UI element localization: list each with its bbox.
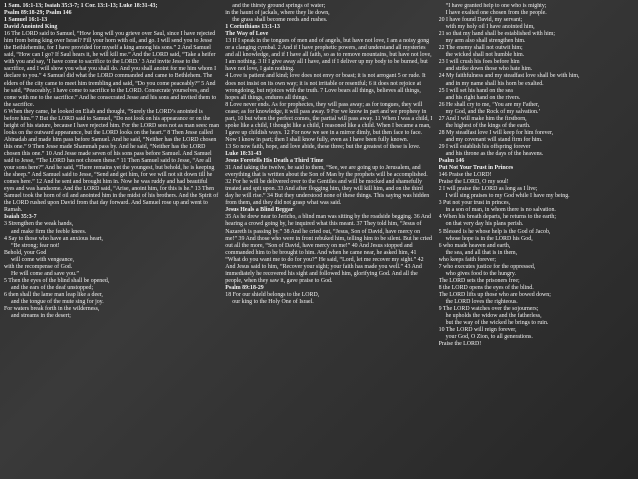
text-line: 16 The LORD said to Samuel, “How long will you grieve over Saul, since I have rejected him from being king over Israel? Fill your horn with oil, and go. I will send you to Jesse the Bethlehemite, for I have provided for myself a king among his sons.” 2 And Samuel said, “How can I go? If Saul hears it, he will kill me.” And the LORD said, “Take a heifer with you and say, ‘I have come to sacrifice to the LORD.’ 3 And invite Jesse to the sacrifice, and I will show you what you shall do. And you shall anoint for me him whom I declare to you.” 4 Samuel did what the LORD commanded and came to Bethlehem. The elders of the city came to meet him trembling and said, “Do you come peaceably?” 5 And he said, “Peaceably; I have come to sacrifice to the LORD. Consecrate yourselves, and come with me to the sacrifice.” And he consecrated Jesse and his sons and invited them to the sacrifice. bbox=[4, 31, 217, 108]
section-heading: Psalm 89:18-29; Psalm 146 bbox=[4, 10, 72, 17]
section-heading: Put Not Your Trust in Princes bbox=[438, 165, 514, 172]
text-line: the LORD loves the righteous. bbox=[445, 298, 518, 305]
text-line: and his right hand on the rivers. bbox=[445, 94, 521, 101]
text-line: 21 so that my hand shall be established with him; bbox=[438, 31, 555, 38]
text-line: 4 Say to those who have an anxious heart, bbox=[4, 235, 103, 242]
text-line: 13 If I speak in the tongues of men and of angels, but have not love, I am a noisy gong or a clanging cymbal. 2 And if I have prophetic powers, and understand all mysteries and all knowledge, and if I have all faith, so as to remove mountains, but have not love, I am nothing. 3 If I give away all I have, and if I deliver up my body to be burned, but have not love, I gain nothing. bbox=[225, 38, 432, 73]
text-line: 35 As he drew near to Jericho, a blind man was sitting by the roadside begging. 36 And hearing a crowd going by, he inquired what this meant. 37 They told him, “Jesus of Nazareth is passing by.” 38 And he cried out, “Jesus, Son of David, have mercy on me!” 39 And those who were in front rebuked him, telling him to be silent. But he cried out all the more, “Son of David, have mercy on me!” 40 And Jesus stopped and commanded him to be brought to him. And when he came near, he asked him, 41 “What do you want me to do for you?” He said, “Lord, let me recover my sight.” 42 And Jesus said to him, “Recover your sight; your faith has made you well.” 43 And immediately he recovered his sight and followed him, glorifying God. And all the people, when they saw it, gave praise to God. bbox=[225, 214, 432, 284]
text-line: The LORD lifts up those who are bowed down; bbox=[438, 291, 551, 298]
text-line: 25 I will set his hand on the sea bbox=[438, 87, 513, 94]
text-line: and streams in the desert; bbox=[11, 313, 71, 320]
column-middle bbox=[225, 3, 432, 479]
section-heading: Luke 18:31-43 bbox=[225, 150, 262, 157]
text-line: the wicked shall not humble him. bbox=[445, 52, 525, 59]
section-heading: 1 Sam. 16:1-13; Isaiah 35:3-7; 1 Cor. 13:1-13; Luke 18:31-43; bbox=[4, 3, 158, 9]
text-line: 9 The LORD watches over the sojourners; bbox=[438, 306, 539, 313]
text-line: with my holy oil I have anointed him, bbox=[445, 24, 535, 31]
text-line: 4 When his breath departs, he returns to the earth; bbox=[438, 214, 556, 221]
text-line: 6 then shall the lame man leap like a deer, bbox=[4, 291, 103, 298]
text-line: 7 who executes justice for the oppressed, bbox=[438, 263, 536, 270]
text-line: I have exalted one chosen from the people. bbox=[445, 10, 547, 17]
text-line: 3 Strengthen the weak hands, bbox=[4, 221, 74, 228]
column-right bbox=[439, 3, 634, 479]
text-line: and the tongue of the mute sing for joy. bbox=[11, 298, 104, 305]
text-line: and strike down those who hate him. bbox=[445, 66, 533, 73]
text-line: and the thirsty ground springs of water; bbox=[232, 3, 326, 9]
text-line: Praise the LORD! bbox=[438, 341, 482, 348]
section-heading: 1 Corinthians 13:1-13 bbox=[225, 24, 280, 31]
text-line: 2 I will praise the LORD as long as I live; bbox=[438, 186, 538, 193]
text-line: 10 The LORD will reign forever, bbox=[438, 327, 517, 334]
text-line: 28 My steadfast love I will keep for him forever, bbox=[438, 129, 554, 136]
text-line: 5 Then the eyes of the blind shall be opened, bbox=[4, 277, 110, 284]
text-line: the sea, and all that is in them, bbox=[445, 249, 518, 256]
text-line: 23 I will crush his foes before him bbox=[438, 59, 520, 66]
text-line: 8 the LORD opens the eyes of the blind. bbox=[438, 284, 534, 291]
section-heading: 1 Samuel 16:1-13 bbox=[4, 17, 48, 24]
section-heading: The Way of Love bbox=[225, 31, 269, 38]
text-line: in a son of man, in whom there is no salvation. bbox=[445, 207, 556, 214]
text-line: I will sing praises to my God while I have my being. bbox=[445, 193, 570, 200]
text-line: 4 Love is patient and kind; love does not envy or boast; it is not arrogant 5 or rude. It does not insist on its own way; it is not irritable or resentful; 6 it does not rejoice at wrongdoing, but rejoices with the truth. 7 Love bears all things, believes all things, hopes all things, endures all things. bbox=[225, 73, 426, 101]
text-line: and in my name shall his horn be exalted. bbox=[445, 80, 544, 87]
text-line: 18 For our shield belongs to the LORD, bbox=[225, 291, 320, 298]
text-line: the highest of the kings of the earth. bbox=[445, 122, 531, 129]
text-line: For waters break forth in the wilderness, bbox=[4, 306, 100, 313]
column-left bbox=[4, 3, 219, 479]
text-line: who gives food to the hungry. bbox=[445, 270, 516, 277]
text-line: in the haunt of jackals, where they lie down, bbox=[225, 10, 330, 17]
text-line: 146 Praise the LORD! bbox=[438, 172, 492, 179]
text-line: whose hope is in the LORD his God, bbox=[445, 235, 533, 242]
text-line: who keeps faith forever; bbox=[438, 256, 497, 263]
text-line: and my covenant will stand firm for him. bbox=[445, 136, 543, 143]
text-line: on that very day his plans perish. bbox=[445, 221, 524, 228]
section-heading: David Anointed King bbox=[4, 24, 58, 31]
text-line: 6 When they came, he looked on Eliab and thought, “Surely the LORD’s anointed is before him.” 7 But the LORD said to Samuel, “Do not look on his appearance or on the height of his stature, because I have rejected him. For the LORD sees not as man sees: man looks on the outward appearance, but the LORD looks on the heart.” 8 Then Jesse called Abinadab and made him pass before Samuel. And he said, “Neither has the LORD chosen this one.” 9 Then Jesse made Shammah pass by. And he said, “Neither has the LORD chosen this one.” 10 And Jesse made seven of his sons pass before Samuel. And Samuel said to Jesse, “The LORD has not chosen these.” 11 Then Samuel said to Jesse, “Are all your sons here?” And he said, “There remains yet the youngest, but behold, he is keeping the sheep.” And Samuel said to Jesse, “Send and get him, for we will not sit down till he comes here.” 12 And he sent and brought him in. Now he was ruddy and had beautiful eyes and was handsome. And the LORD said, “Arise, anoint him, for this is he.” 13 Then Samuel took the horn of oil and anointed him in the midst of his brothers. And the Spirit of the LORD rushed upon David from that day forward. And Samuel rose up and went to Ramah. bbox=[4, 108, 220, 214]
text-line: “Be strong; fear not! bbox=[11, 242, 60, 249]
text-line: the grass shall become reeds and rushes. bbox=[232, 17, 328, 24]
section-heading: Psalm 146 bbox=[438, 158, 465, 165]
text-line: 27 And I will make him the firstborn, bbox=[438, 115, 527, 122]
text-line: 24 My faithfulness and my steadfast love shall be with him, bbox=[438, 73, 580, 80]
text-line: 31 And taking the twelve, he said to them, “See, we are going up to Jerusalem, and everything that is written about the Son of Man by the prophets will be accomplished. 32 For he will be delivered over to the Gentiles and will be mocked and shamefully treated and spit upon. 33 And after flogging him, they will kill him, and on the third day he will rise.” 34 But they understood none of these things. This saying was hidden from them, and they did not grasp what was said. bbox=[225, 165, 430, 207]
text-line: 5 Blessed is he whose help is the God of Jacob, bbox=[438, 228, 551, 235]
section-heading: Isaiah 35:3-7 bbox=[4, 214, 37, 221]
text-line: 6 who made heaven and earth, bbox=[438, 242, 511, 249]
text-line: with the recompense of God. bbox=[4, 263, 73, 270]
text-line: 22 The enemy shall not outwit him; bbox=[438, 45, 523, 52]
text-line: our king to the Holy One of Israel. bbox=[232, 298, 314, 305]
text-line: He will come and save you.” bbox=[11, 270, 80, 277]
text-line: 26 He shall cry to me, ‘You are my Father, bbox=[438, 101, 540, 108]
section-heading: Jesus Heals a Blind Beggar bbox=[225, 207, 294, 214]
text-line: Behold, your God bbox=[4, 249, 47, 256]
text-line: Praise the LORD, O my soul! bbox=[438, 179, 509, 186]
text-line: The LORD sets the prisoners free; bbox=[438, 277, 520, 284]
text-line: will come with vengeance, bbox=[11, 256, 75, 263]
text-line: he upholds the widow and the fatherless, bbox=[445, 313, 542, 320]
text-line: your God, O Zion, to all generations. bbox=[445, 334, 533, 341]
text-line: 20 I have found David, my servant; bbox=[438, 17, 523, 24]
text-line: my arm also shall strengthen him. bbox=[445, 38, 526, 45]
text-line: 3 Put not your trust in princes, bbox=[438, 200, 511, 207]
text-line: 13 So now faith, hope, and love abide, these three; but the greatest of these is love. bbox=[225, 143, 421, 150]
text-line: my God, and the Rock of my salvation.’ bbox=[445, 108, 541, 115]
text-line: 8 Love never ends. As for prophecies, they will pass away; as for tongues, they will cease; as for knowledge, it will pass away. 9 For we know in part and we prophesy in part, 10 but when the perfect comes, the partial will pass away. 11 When I was a child, I spoke like a child, I thought like a child, I reasoned like a child. When I became a man, I gave up childish ways. 12 For now we see in a mirror dimly, but then face to face. Now I know in part; then I shall know fully, even as I have been fully known. bbox=[225, 101, 433, 143]
text-line: and make firm the feeble knees. bbox=[11, 228, 87, 235]
section-heading: Jesus Foretells His Death a Third Time bbox=[225, 158, 324, 165]
text-line: 29 I will establish his offspring forever bbox=[438, 143, 531, 150]
text-line: and the ears of the deaf unstopped; bbox=[11, 284, 94, 291]
text-line: and his throne as the days of the heavens. bbox=[445, 150, 544, 157]
text-line: but the way of the wicked he brings to ruin. bbox=[445, 320, 549, 327]
text-line: “I have granted help to one who is mighty; bbox=[445, 3, 547, 9]
section-heading: Psalm 89:18-29 bbox=[225, 284, 264, 291]
